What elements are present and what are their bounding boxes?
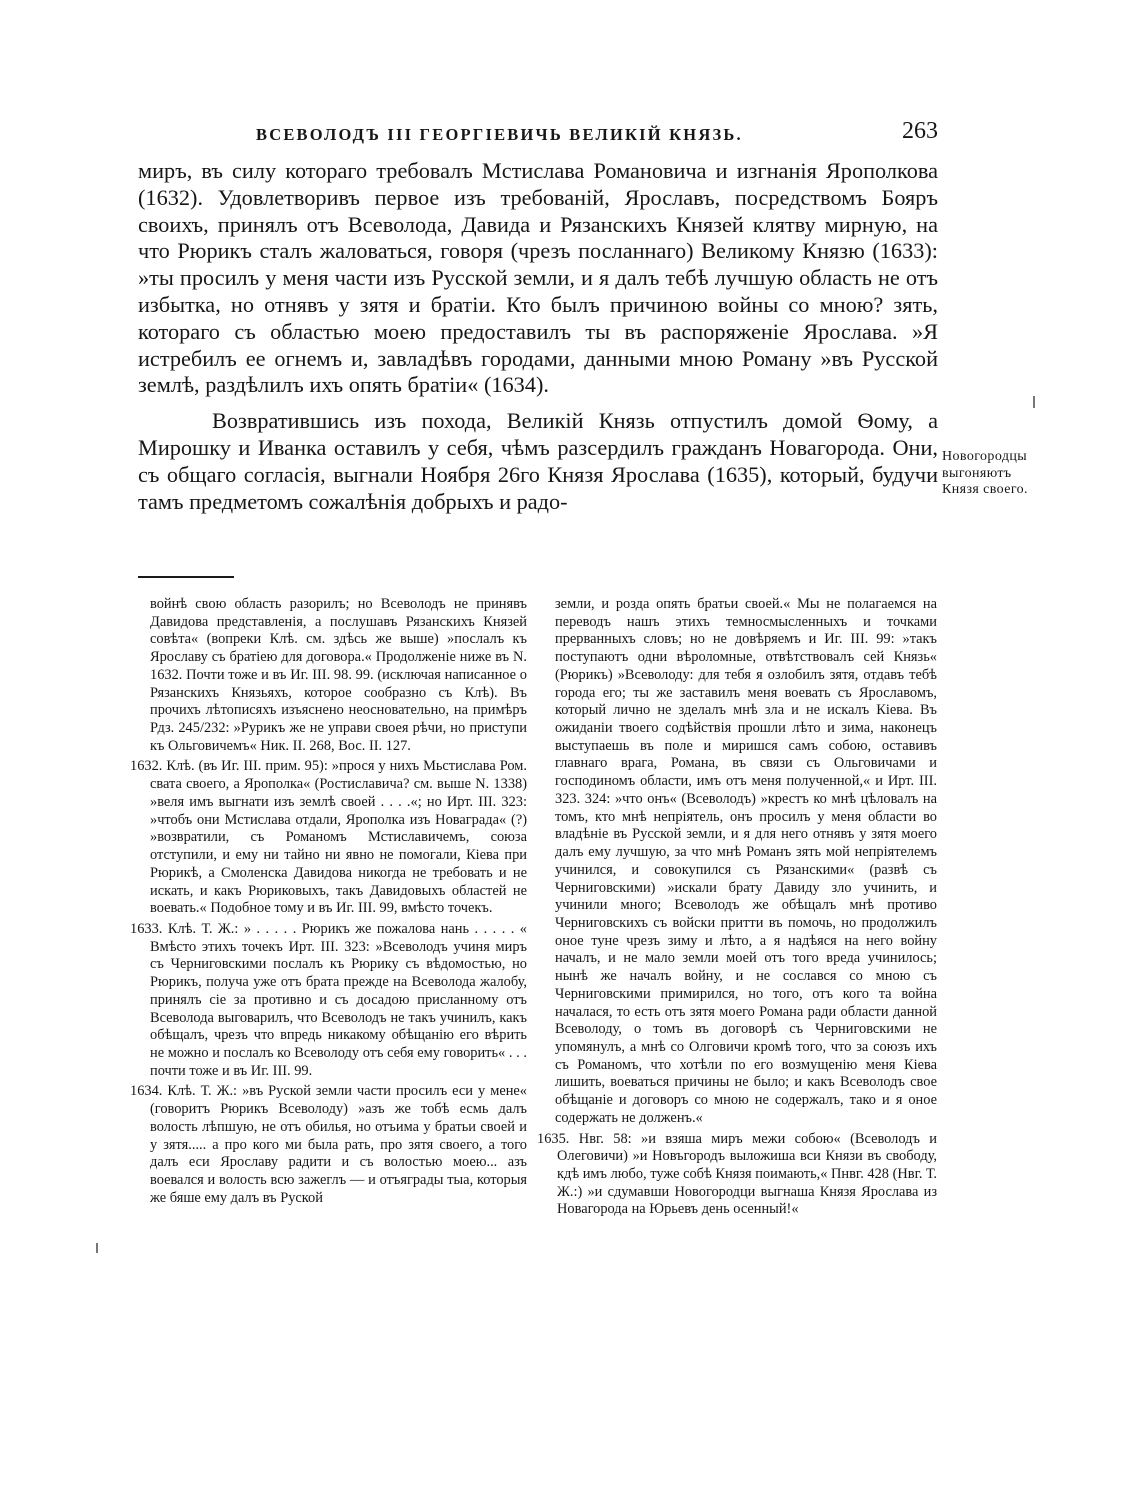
page-header [138, 118, 938, 158]
scan-mark [1033, 396, 1035, 408]
footnotes-right-column [537, 596, 937, 1222]
main-text [138, 158, 938, 515]
footnote-number: 1632. [130, 758, 163, 775]
footnote-text: Клѣ. (въ Иг. III. прим. 95): »прося у нихъ Мьстислава Ром. свата своего, а Ярополка« (Ростиславича? см. выше N. 1338) »веля имъ выгнати изъ землѣ своей . . . .«; но Ирт. III. 323: »чтобъ они Мстислава отдали, Ярополка изъ Новаграда« (?) »возвратили, съ Романомъ Мстиславичемъ, союза отступили, и ему ни тайно ни явно не помогали, Кіева при Рюрикѣ, а Смоленска Давидова никогда не требовать и не искать, и какъ Рюриковыхъ, такъ Давидовыхъ областей не воевать.« Подобное тому и въ Иг. III. 99, вмѣсто точекъ. [150, 758, 527, 917]
margin-note: Новогородцы выгоняютъ Князя своего. [942, 449, 1028, 497]
footnote-1634 [130, 1083, 527, 1207]
footnote-number: 1634. [130, 1083, 163, 1100]
scan-mark [96, 1243, 98, 1253]
running-title: ВСЕВОЛОДЪ III ГЕОРГІЕВИЧЬ ВЕЛИКІЙ КНЯЗЬ. [256, 125, 743, 144]
footnote-rule [138, 576, 234, 578]
main-paragraph-2: Возвратившись изъ похода, Великій Князь отпустилъ домой Ѳому, а Мирошку и Иванка оставилъ у себя, чѣмъ разсердилъ гражданъ Новагорода. Они, съ общаго согласія, выгнали Ноября 26го Князя Ярослава (1635), который, будучи тамъ предметомъ сожалѣнія добрыхъ и радо- [138, 408, 938, 514]
footnote-number: 1635. [537, 1130, 570, 1147]
footnote-number: 1633. [130, 920, 163, 937]
footnote-text: Нвг. 58: »и взяша миръ межи собою« (Всеволодъ и Олеговичи) »и Новъгородъ выложиша вси Князи въ свободу, кдѣ имъ любо, туже собѣ Князя поимають,« Пнвг. 428 (Нвг. Т. Ж.:) »и сдумавши Новогородци выгнаша Князя Ярослава из Новагорода на Юрьевъ день осенный!« [557, 1130, 937, 1218]
main-paragraph-1: миръ, въ силу котораго требовалъ Мстислава Романовича и изгнанія Ярополкова (1632). Удовлетворивъ первое изъ требованій, Ярославъ, посредствомъ Бояръ своихъ, принялъ отъ Всеволода, Давида и Рязанскихъ Князей клятву мирную, на что Рюрикъ сталъ жаловаться, говоря (чрезъ посланнаго) Великому Князю (1633): »ты просилъ у меня части изъ Русской земли, и я далъ тебѣ лучшую область не отъ избытка, но отнявъ у зятя и братіи. Кто былъ причиною войны со мною? зять, котораго съ областью моею предоставилъ ты въ распоряженіе Ярослава. »Я истребилъ ее огнемъ и, завладѣвъ городами, данными мною Роману »въ Русской землѣ, раздѣлилъ ихъ опять братіи« (1634). [138, 158, 938, 398]
footnote-text: земли, и розда опять братьи своей.« Мы не полагаемся на переводъ нашъ этихъ темносмысленныхъ и точками прерванныхъ словъ; но не довѣряемъ и Иг. III. 99: »такъ поступаютъ одни вѣроломные, отвѣтствовалъ сей Князь« (Рюрикъ) »Всеволоду: для тебя я озлобилъ зятя, отдавъ тебѣ города его; ты же заставилъ меня воевать съ Ярославомъ, который лично не зделалъ мнѣ зла и не искалъ Кіева. Въ ожиданіи твоего содѣйствія прошли лѣто и зима, наконецъ выступаешь въ поле и миришся самъ собою, оставивъ главнаго врага, Романа, въ связи съ Ольговичами и господиномъ области, имъ отъ меня полученной,« и Ирт. III. 323. 324: »что онъ« (Всеволодъ) »крестъ ко мнѣ цѣловалъ на томъ, кто мнѣ непріятель, онъ просилъ у меня области во владѣніе въ Русской земли, и я для него отнявъ у зятя моего далъ ему лучшую, за что мнѣ Романъ зять мой непріятелемъ учинился, и совокупился съ Рязанскими« (развѣ съ Черниговскими) »искали брату Давиду зло учинить, и учинили много; Всеволодъ же обѣщалъ мнѣ противо Черниговскихъ съ войски притти въ помочь, но продолжилъ оное туне чрезъ зиму и лѣто, а я надѣяся на него войну началъ, и не мало земли моей отъ того вреда учинилось; нынѣ же началъ войну, и не сослався со мною съ Черниговскими примирился, но того, отъ кого та война началася, то есть отъ зятя моего Романа ради области данной Всеволоду, о томъ въ договорѣ съ Черниговскими не упомянулъ, а мнѣ со Олговичи кромѣ того, что за союзъ ихъ съ Романомъ, что хотѣли по его возмущенію меня Кіева лишить, воеваться причины не было; и какъ Всеволодъ свое обѣщаніе и договоръ со мною не содержалъ, тако и я оное содержать не долженъ.« [555, 596, 937, 1126]
page-number: 263 [902, 118, 938, 144]
footnote-1634-continued [537, 596, 937, 1128]
footnote-text: Клѣ. Т. Ж.: »въ Руской земли части просилъ еси у мене« (говоритъ Рюрикъ Всеволоду) »азъ же тобѣ есмь далъ волость лѣпшую, не отъ обилья, но отъима у братьи своей и у зятя..... а про кого ми была рать, про зятя своего, а того далъ еси Ярославу радити и съ волостью моею... азъ воевался и волость всю зажеглъ — и отъяграды тыа, которыя же бяше ему далъ въ Руской [150, 1083, 527, 1206]
footnote-continued [130, 596, 527, 755]
footnote-1633 [130, 921, 527, 1080]
footnote-text: войнѣ свою область разорилъ; но Всеволодъ не принявъ Давидова представленія, а послушавъ Рязанскихъ Князей совѣта« (вопреки Клѣ. см. здѣсь же выше) »послалъ къ Ярославу съ братіею для договора.« Продолженіе ниже въ N. 1632. Почти тоже и въ Иг. III. 98. 99. (исключая написанное о Рязанскихъ Князьяхъ, которое сообразно съ Клѣ). Въ прочихъ лѣтописяхъ изъяснено неосновательно, на примѣръ Рдз. 245/232: »Рурикъ же не управи своея рѣчи, но приступи къ Ольговичемъ« Ник. II. 268, Вос. II. 127. [150, 596, 527, 754]
footnote-1632 [130, 758, 527, 917]
footnote-1635 [537, 1131, 937, 1220]
footnote-text: Клѣ. Т. Ж.: » . . . . . Рюрикъ же пожалова нань . . . . . « Вмѣсто этихъ точекъ Ирт. III. 323: »Всеволодъ учиня миръ съ Черниговскими послалъ къ Рюрику съ вѣдомостью, но Рюрикъ, получа уже отъ брата прежде на Всеволода жалобу, принялъ сіе за противно и съ досадою присланному отъ Всеволода выговарилъ, что Всеволодъ не такъ учинилъ, какъ обѣщалъ, чрезъ что впредь никакому обѣщанію его вѣрить не можно и послалъ ко Всеволоду отъ себя ему говорить« . . . почти тоже и въ Иг. III. 99. [150, 920, 527, 1079]
footnotes-left-column [130, 596, 527, 1210]
